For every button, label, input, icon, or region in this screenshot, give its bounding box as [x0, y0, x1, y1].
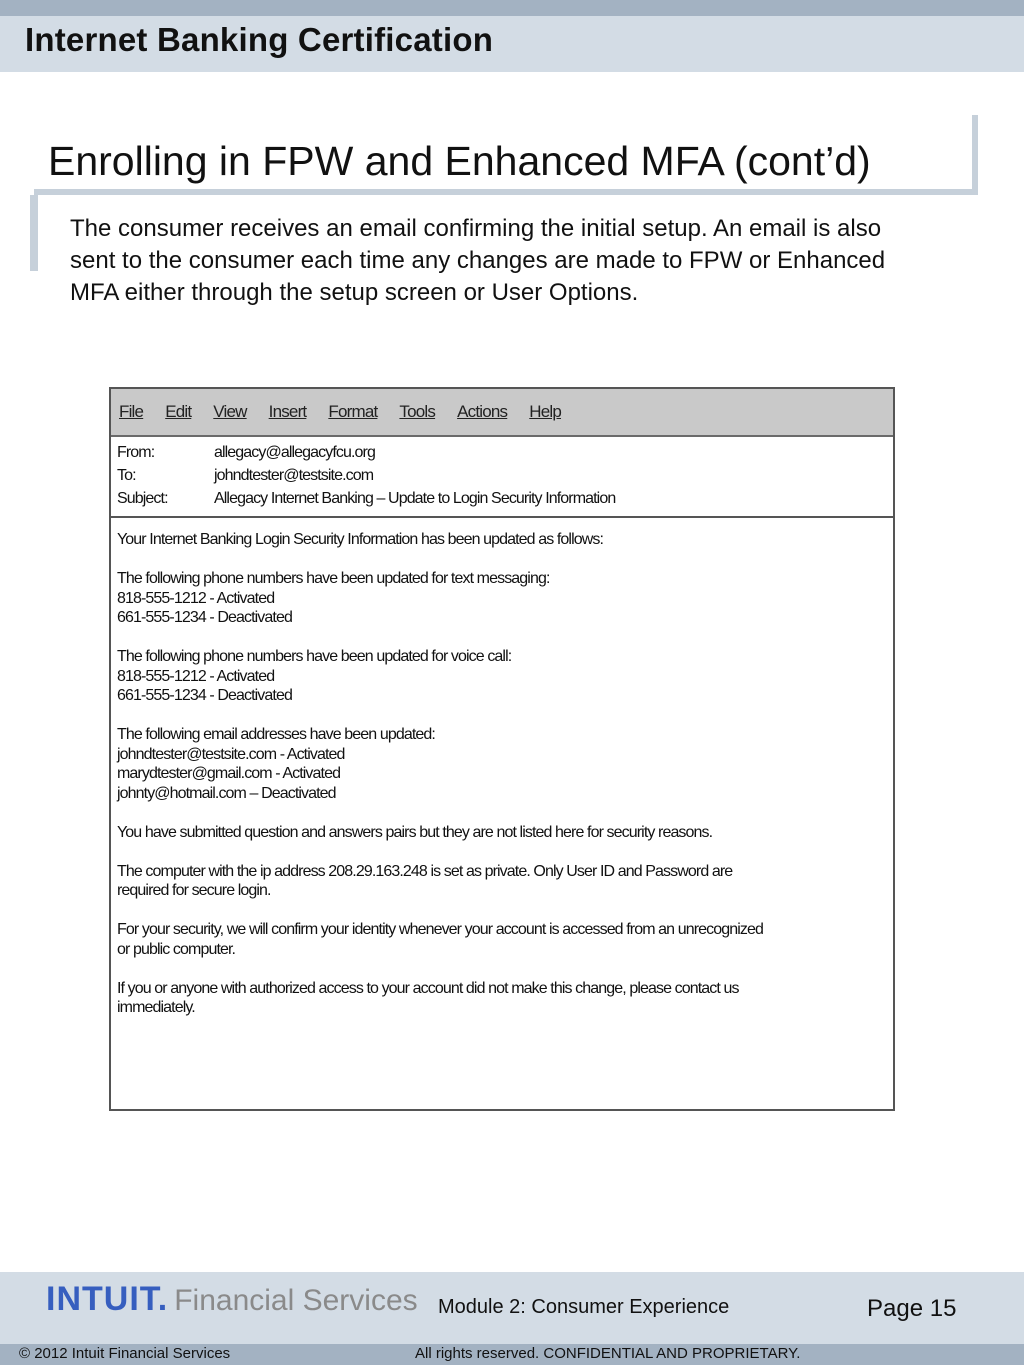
security-line-1: For your security, we will confirm your identity whenever your account is accessed from an unrecognized	[117, 921, 763, 938]
security-line-2: or public computer.	[117, 940, 236, 958]
email-computer-note	[117, 862, 887, 901]
email-qa-note: You have submitted question and answers pairs but they are not listed here for security reasons.	[117, 823, 713, 841]
intuit-financial-services-logo	[46, 1280, 418, 1319]
menu-format: Format	[328, 402, 378, 421]
body-bracket	[30, 195, 38, 271]
email-voice-section	[117, 647, 887, 706]
email-from-row	[117, 441, 887, 464]
header-title: Internet Banking Certification	[25, 21, 494, 58]
email-to-row	[117, 464, 887, 487]
menu-actions: Actions	[457, 402, 508, 421]
voice-number-2: 661-555-1234 - Deactivated	[117, 687, 292, 704]
email-body	[111, 518, 893, 1049]
email-intro: Your Internet Banking Login Security Information has been updated as follows:	[117, 531, 604, 548]
to-value: johndtester@testsite.com	[214, 467, 374, 484]
menu-view: View	[213, 402, 247, 421]
email-headers	[111, 437, 893, 518]
menu-file: File	[119, 402, 144, 421]
email-heading: The following email addresses have been updated:	[117, 726, 435, 743]
menu-edit: Edit	[165, 402, 192, 421]
voice-number-1: 818-555-1212 - Activated	[117, 667, 275, 685]
text-number-1: 818-555-1212 - Activated	[117, 589, 275, 607]
email-screenshot	[109, 387, 895, 1111]
copyright-text: © 2012 Intuit Financial Services	[19, 1345, 231, 1362]
menu-insert: Insert	[268, 402, 307, 421]
header-top-strip	[0, 0, 1024, 16]
contact-line-2: immediately.	[117, 999, 195, 1016]
contact-line-1: If you or anyone with authorized access to your account did not make this change, please contact us	[117, 979, 739, 997]
logo-intuit-text: INTUIT.	[46, 1280, 169, 1318]
email-security-note	[117, 920, 887, 959]
page-number: Page 15	[867, 1295, 957, 1322]
text-number-2: 661-555-1234 - Deactivated	[117, 609, 292, 626]
email-text-section	[117, 569, 887, 628]
subject-label: Subject:	[117, 490, 168, 507]
subject-value: Allegacy Internet Banking – Update to Login Security Information	[214, 490, 616, 507]
from-label: From:	[117, 444, 155, 461]
text-heading: The following phone numbers have been updated for text messaging:	[117, 570, 550, 587]
voice-heading: The following phone numbers have been updated for voice call:	[117, 648, 512, 665]
email-address-2: marydtester@gmail.com - Activated	[117, 765, 341, 782]
menu-tools: Tools	[399, 402, 436, 421]
from-value: allegacy@allegacyfcu.org	[214, 444, 375, 461]
email-menubar	[111, 389, 893, 437]
slide-body-text: The consumer receives an email confirming the initial setup. An email is also sent to the consumer each time any changes are made to FPW or Enhanced MFA either through the setup screen or User Options.	[70, 215, 886, 306]
email-address-section	[117, 725, 887, 803]
logo-fs-text: Financial Services	[174, 1284, 418, 1317]
computer-line-1: The computer with the ip address 208.29.163.248 is set as private. Only User ID and Password are	[117, 862, 733, 880]
email-address-1: johndtester@testsite.com - Activated	[117, 745, 345, 763]
computer-line-2: required for secure login.	[117, 882, 271, 899]
module-label: Module 2: Consumer Experience	[438, 1296, 730, 1318]
rights-text: All rights reserved. CONFIDENTIAL AND PROPRIETARY.	[415, 1345, 801, 1362]
menu-help: Help	[529, 402, 562, 421]
slide-title: Enrolling in FPW and Enhanced MFA (cont’d)	[48, 138, 871, 184]
email-address-3: johnty@hotmail.com – Deactivated	[117, 784, 336, 802]
to-label: To:	[117, 467, 136, 484]
email-subject-row	[117, 487, 887, 510]
email-contact-note	[117, 979, 887, 1018]
